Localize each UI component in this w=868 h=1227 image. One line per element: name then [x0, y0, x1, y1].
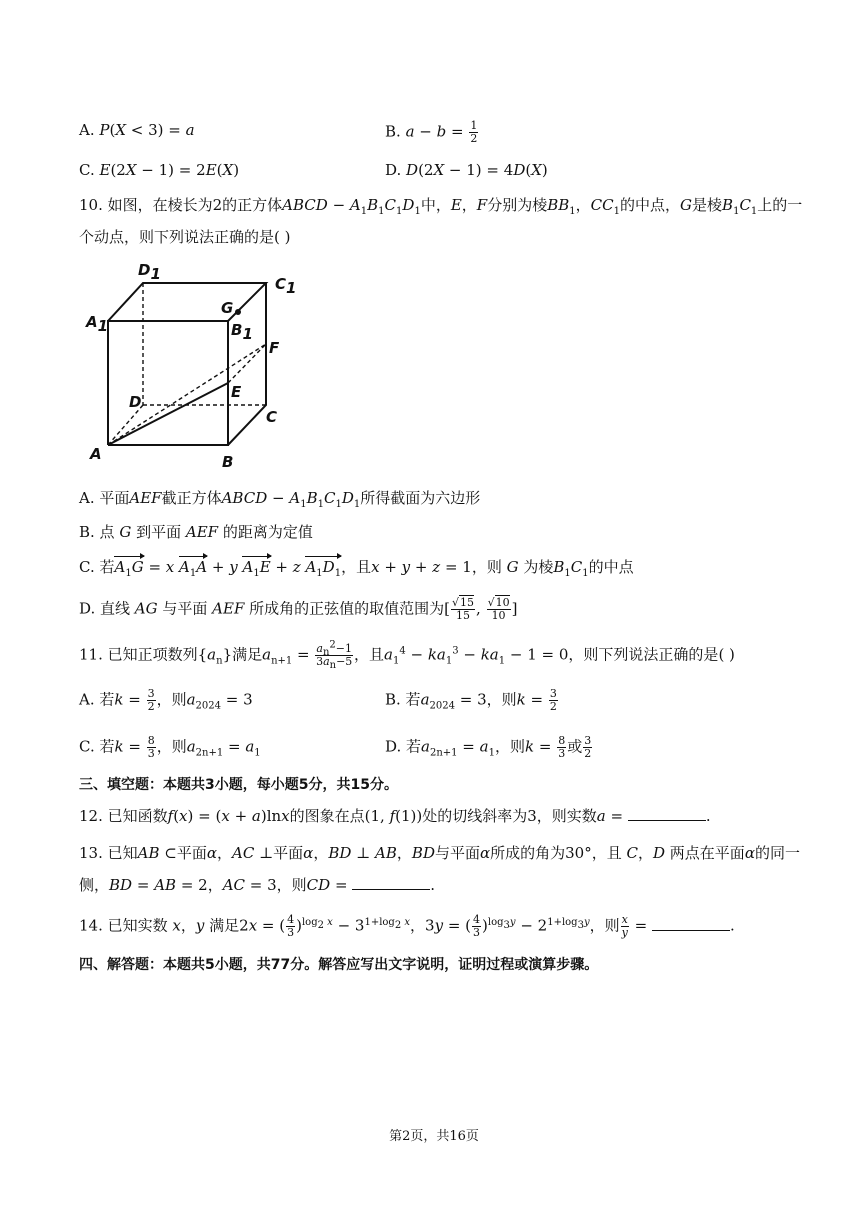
q10-option-b: B. 点 G 到平面 AEF 的距离为定值 — [79, 523, 313, 541]
q10-stem-line1: 10. 如图，在棱长为2的正方体ABCD − $A_1B_1C_1D_1$中，E，F分别为棱$BB_1$，$CC_1$的中点，G是棱$B_1C_1$上的一 — [79, 196, 803, 217]
q13-line1: 13. 已知AB ⊂平面α，AC ⊥平面α，BD ⊥ AB，BD与平面α所成的角为30°，且 C，D 两点在平面α的同一 — [79, 844, 800, 862]
q10-option-a: A. 平面AEF截正方体ABCD − $A_1B_1C_1D_1$所得截面为六边形 — [79, 489, 481, 510]
label-b1: B1 — [231, 321, 253, 343]
q9-option-c: C. E(2X − 1) = 2E(X) — [79, 161, 240, 179]
section-3-heading: 三、填空题：本题共3小题，每小题5分，共15分。 — [79, 777, 398, 793]
q12: 12. 已知函数f(x) = (x + a)lnx的图象在点(1, f(1))处的切线斜率为3，则实数a = . — [79, 807, 711, 825]
segment-ef — [228, 344, 266, 383]
q14: 14. 已知实数 x，y 满足2x = ( $\frac{4}{3}$ )$^{log_2 x} - 3^{1+log_2 x}$，3y = ( $\frac{4}{3}$ )$^{log_3y} - 2^{1+log_3y}$，则 $\frac{x}{y}$ = . — [79, 913, 735, 939]
section-4-heading: 四、解答题：本题共5小题，共77分。解答应写出文字说明，证明过程或演算步骤。 — [79, 957, 599, 973]
q10-stem-line2: 个动点，则下列说法正确的是( ) — [79, 228, 291, 246]
label-g: G — [221, 299, 234, 317]
label-d1: D1 — [138, 261, 161, 283]
label-e: E — [231, 383, 242, 401]
front-face — [108, 321, 228, 445]
cube-diagram — [80, 255, 310, 470]
q11-stem: 11. 已知正项数列$\{a_n\}$满足$a_{n+1}$ = $\frac{a_n^2-1}{3a_n-5}$ ，且$a_1^4 - ka_1^3 - ka_1 - 1 = 0$，则下列说法正确的是( ) — [79, 639, 735, 672]
q9-option-b: B. a − b = $\frac{1}{2}$ — [385, 119, 478, 145]
label-c1: C1 — [275, 275, 297, 297]
q10-option-c: C. 若$A_1G = x$ $A_1A + y$ $A_1E + z$ $A_1D_1$，且x + y + z = 1，则 G 为棱$B_1C_1$的中点 — [79, 558, 634, 579]
segment-ae — [108, 383, 228, 445]
label-a: A — [90, 445, 102, 463]
label-a1: A1 — [86, 313, 109, 335]
point-g — [235, 309, 241, 315]
q11-option-a: A. 若k = $\frac{3}{2}$ ，则$a_{2024} = 3$ — [79, 687, 253, 713]
label-b: B — [222, 453, 234, 470]
q11-option-b: B. 若$a_{2024} = 3$，则k = $\frac{3}{2}$ — [385, 687, 557, 713]
q11-option-c: C. 若k = $\frac{8}{3}$ ，则$a_{2n+1} = a_1$ — [79, 734, 261, 760]
q10-option-d: D. 直线 AG 与平面 AEF 所成角的正弦值的取值范围为[ $\frac{√15}{15}$ , $\frac{√10}{10}$ ] — [79, 596, 518, 622]
q11-option-d: D. 若$a_{2n+1} = a_1$，则k = $\frac{8}{3}$ 或 $\frac{3}{2}$ — [385, 734, 592, 760]
label-f: F — [269, 339, 280, 357]
page-footer: 第2页，共16页 — [389, 1129, 479, 1144]
hidden-edge-ad — [108, 405, 143, 445]
label-c: C — [266, 408, 278, 426]
q13-line2: 侧，BD = AB = 2，AC = 3，则CD = . — [79, 876, 436, 894]
top-face-edges — [108, 283, 266, 321]
label-d: D — [129, 393, 142, 411]
q9-option-a: A. P(X < 3) = a — [79, 121, 195, 139]
q9-option-d: D. D(2X − 1) = 4D(X) — [385, 161, 548, 179]
